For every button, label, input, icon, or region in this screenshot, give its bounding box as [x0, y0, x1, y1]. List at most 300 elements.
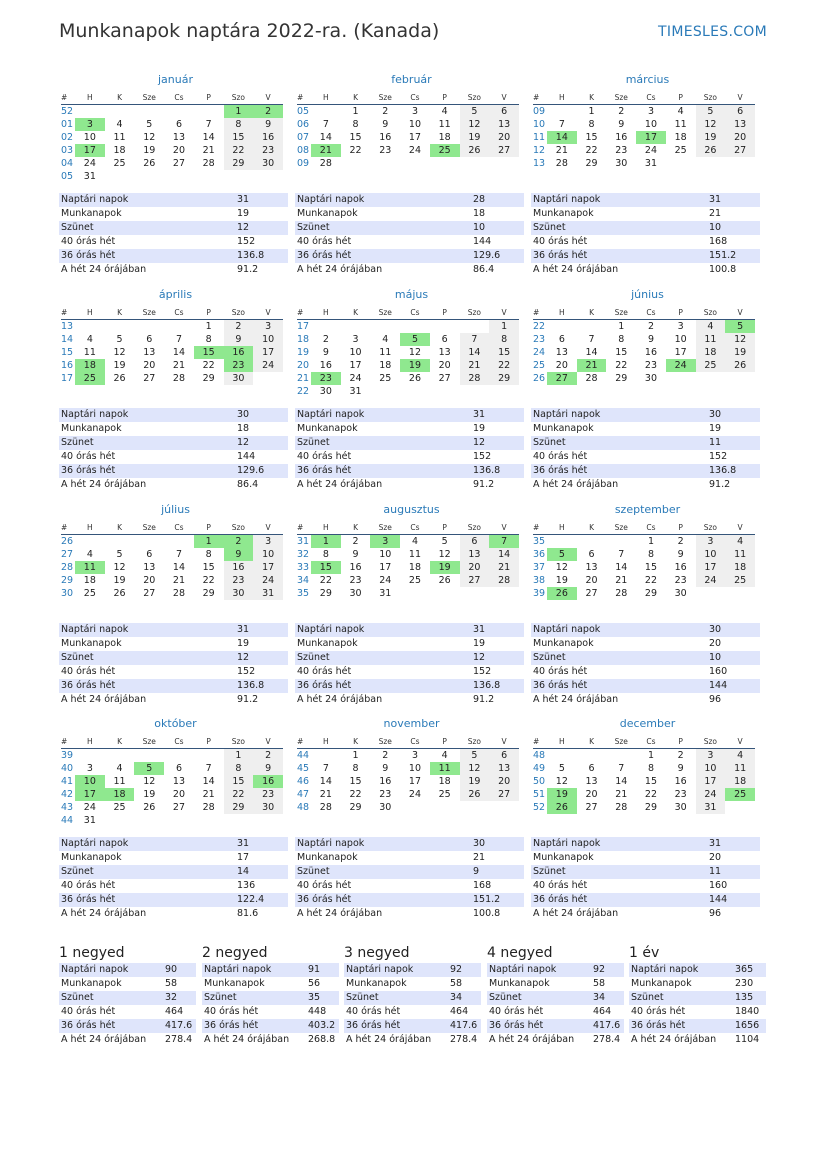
- week-number: 04: [61, 158, 74, 169]
- day-cell: 5: [460, 105, 490, 119]
- day-cell: 12: [555, 776, 568, 787]
- weekday-header: Sze: [134, 90, 164, 105]
- stat-label: A hét 24 órájában: [533, 908, 619, 919]
- stat-label: A hét 24 órájában: [297, 908, 383, 919]
- day-cell: 15: [615, 347, 628, 358]
- stat-value: 100.8: [709, 264, 737, 275]
- stat-value: 28: [473, 194, 486, 205]
- day-cell: 4: [725, 535, 755, 549]
- day-cell: [105, 320, 135, 334]
- week-row: [61, 105, 283, 119]
- stat-row: [59, 193, 288, 207]
- day-cell: 17: [349, 360, 362, 371]
- day-cell: 22: [202, 575, 215, 586]
- weekday-header: K: [341, 520, 371, 535]
- weekday-header: Szo: [696, 734, 726, 749]
- weekday-header: H: [311, 90, 341, 105]
- stat-value: 58: [165, 978, 178, 989]
- day-cell: 30: [253, 157, 283, 170]
- stat-row: [487, 991, 624, 1005]
- day-cell: 27: [143, 373, 156, 384]
- week-number: 23: [533, 334, 546, 345]
- weekday-header: Cs: [636, 734, 666, 749]
- day-cell: 9: [618, 119, 625, 130]
- stat-row: [531, 221, 760, 235]
- day-cell: 17: [253, 561, 283, 574]
- stat-label: Naptári napok: [61, 409, 129, 420]
- stat-label: 40 órás hét: [346, 1006, 401, 1017]
- month-table: [61, 520, 283, 600]
- stat-label: Munkanapok: [533, 423, 594, 434]
- stat-value: 96: [709, 694, 722, 705]
- weekday-header: Cs: [400, 734, 430, 749]
- day-cell: 21: [489, 561, 519, 574]
- day-cell: 28: [202, 158, 215, 169]
- day-cell: [577, 320, 607, 334]
- stat-label: 40 órás hét: [533, 880, 588, 891]
- day-cell: 29: [585, 158, 598, 169]
- stat-label: 40 órás hét: [533, 666, 588, 677]
- stat-label: A hét 24 órájában: [61, 908, 147, 919]
- day-cell: 5: [116, 549, 123, 560]
- day-cell: [430, 385, 460, 398]
- stat-value: 58: [450, 978, 463, 989]
- stat-value: 31: [237, 838, 250, 849]
- day-cell: [134, 320, 164, 334]
- week-row: [297, 372, 519, 385]
- stat-label: Naptári napok: [489, 964, 557, 975]
- stat-value: 30: [237, 409, 250, 420]
- stat-value: 1840: [735, 1006, 760, 1017]
- day-cell: 23: [674, 575, 687, 586]
- day-cell: [460, 385, 490, 398]
- week-row: [61, 762, 283, 775]
- day-cell: 14: [615, 562, 628, 573]
- stat-row: [295, 450, 524, 464]
- day-cell: [105, 814, 135, 827]
- stat-label: 36 órás hét: [533, 250, 588, 261]
- stat-value: 464: [450, 1006, 469, 1017]
- week-number: 01: [61, 119, 74, 130]
- stat-value: 136.8: [237, 250, 265, 261]
- day-cell: 5: [460, 749, 490, 763]
- day-cell: 12: [143, 776, 156, 787]
- stat-label: Szünet: [297, 652, 330, 663]
- day-cell: 26: [113, 588, 126, 599]
- day-cell: 13: [143, 347, 156, 358]
- day-cell: 22: [585, 145, 598, 156]
- day-cell: [547, 749, 577, 763]
- day-cell: [460, 320, 490, 334]
- stat-value: 11: [709, 866, 722, 877]
- day-cell: 7: [322, 763, 329, 774]
- day-cell: [577, 535, 607, 549]
- weekday-header: H: [75, 734, 105, 749]
- day-cell: 24: [349, 373, 362, 384]
- day-cell: 23: [224, 359, 254, 372]
- stat-label: 40 órás hét: [204, 1006, 259, 1017]
- day-cell: 1: [224, 749, 254, 763]
- week-row: [533, 372, 755, 385]
- stat-row: [295, 851, 524, 865]
- quarter-summary: [344, 943, 481, 1047]
- day-cell: 3: [75, 118, 105, 131]
- day-cell: 14: [319, 132, 332, 143]
- quarter-summary: [487, 943, 624, 1047]
- stat-row: [531, 907, 760, 921]
- day-cell: [400, 801, 430, 814]
- quarter-title: 4 negyed: [487, 945, 553, 961]
- day-cell: 14: [615, 776, 628, 787]
- stat-label: Szünet: [489, 992, 522, 1003]
- day-cell: [696, 157, 726, 170]
- day-cell: [725, 587, 755, 600]
- month-calendar: [297, 287, 526, 398]
- weekday-header: V: [725, 90, 755, 105]
- stat-label: 40 órás hét: [533, 236, 588, 247]
- day-cell: 22: [319, 575, 332, 586]
- stat-value: 19: [473, 638, 486, 649]
- day-cell: 16: [615, 132, 628, 143]
- day-cell: [341, 320, 371, 334]
- week-row: [61, 372, 283, 385]
- day-cell: [134, 170, 164, 183]
- stat-value: 152: [473, 451, 492, 462]
- day-cell: 7: [175, 334, 182, 345]
- day-cell: 20: [172, 145, 185, 156]
- stat-row: [202, 1033, 339, 1047]
- stat-row: [59, 249, 288, 263]
- day-cell: 21: [202, 789, 215, 800]
- stat-value: 12: [237, 652, 250, 663]
- stat-value: 18: [473, 208, 486, 219]
- day-cell: 29: [224, 801, 254, 814]
- day-cell: 19: [555, 575, 568, 586]
- stat-value: 10: [709, 652, 722, 663]
- weekday-header: #: [533, 734, 547, 749]
- day-cell: 14: [319, 776, 332, 787]
- weekday-header: Sze: [370, 90, 400, 105]
- month-calendar: [61, 287, 290, 385]
- day-cell: 11: [75, 561, 105, 574]
- weekday-header: P: [194, 734, 224, 749]
- stat-row: [629, 1033, 766, 1047]
- day-cell: 28: [460, 372, 490, 385]
- month-name: augusztus: [383, 503, 440, 516]
- stat-label: 36 órás hét: [61, 465, 116, 476]
- day-cell: 9: [382, 763, 389, 774]
- week-number: 31: [297, 536, 310, 547]
- stat-row: [487, 1033, 624, 1047]
- stat-label: Munkanapok: [489, 978, 550, 989]
- weekday-header: Sze: [370, 520, 400, 535]
- month-calendar: [533, 72, 762, 170]
- day-cell: [370, 320, 400, 334]
- weekday-header: Cs: [636, 90, 666, 105]
- quarter-title: 1 negyed: [59, 945, 125, 961]
- weekday-header: Sze: [606, 305, 636, 320]
- week-number: 29: [61, 575, 74, 586]
- week-number: 39: [533, 588, 546, 599]
- week-number: 17: [297, 321, 310, 332]
- month-table: [61, 305, 283, 385]
- day-cell: 5: [547, 548, 577, 561]
- day-cell: 23: [224, 574, 254, 587]
- day-cell: 18: [725, 775, 755, 788]
- week-number: 11: [533, 132, 546, 143]
- stat-row: [59, 693, 288, 707]
- day-cell: 24: [644, 145, 657, 156]
- stat-label: Szünet: [61, 222, 94, 233]
- day-cell: [164, 170, 194, 183]
- day-cell: 2: [677, 750, 684, 761]
- weekday-header: #: [297, 520, 311, 535]
- stat-value: 136.8: [473, 465, 501, 476]
- weekday-header: K: [341, 305, 371, 320]
- week-row: [297, 346, 519, 359]
- day-cell: 15: [644, 562, 657, 573]
- stat-row: [59, 879, 288, 893]
- day-cell: 17: [674, 347, 687, 358]
- day-cell: [224, 170, 254, 183]
- week-row: [61, 788, 283, 801]
- stat-row: [531, 422, 760, 436]
- week-number: 08: [297, 145, 310, 156]
- day-cell: [489, 587, 519, 600]
- day-cell: 21: [311, 144, 341, 157]
- stat-label: A hét 24 órájában: [297, 479, 383, 490]
- day-cell: 26: [725, 359, 755, 372]
- month-calendar: [61, 72, 290, 183]
- day-cell: 19: [460, 775, 490, 788]
- stat-value: 91: [308, 964, 321, 975]
- day-cell: 29: [202, 373, 215, 384]
- day-cell: 8: [647, 763, 654, 774]
- day-cell: 20: [725, 131, 755, 144]
- week-number: 24: [533, 347, 546, 358]
- stat-label: A hét 24 órájában: [533, 264, 619, 275]
- day-cell: 2: [647, 321, 654, 332]
- day-cell: [430, 157, 460, 170]
- day-cell: [164, 814, 194, 827]
- day-cell: 23: [379, 789, 392, 800]
- stat-value: 31: [473, 409, 486, 420]
- quarter-title: 3 negyed: [344, 945, 410, 961]
- day-cell: 1: [352, 750, 359, 761]
- day-cell: 8: [352, 119, 359, 130]
- day-cell: [311, 320, 341, 334]
- day-cell: [75, 535, 105, 549]
- day-cell: 28: [615, 588, 628, 599]
- stat-label: Naptári napok: [204, 964, 272, 975]
- stat-value: 168: [709, 236, 728, 247]
- day-cell: [105, 749, 135, 763]
- day-cell: 7: [618, 549, 625, 560]
- weekday-header: Szo: [696, 90, 726, 105]
- day-cell: 16: [349, 562, 362, 573]
- day-cell: 12: [460, 118, 490, 131]
- stat-value: 12: [473, 437, 486, 448]
- stat-value: 136.8: [237, 680, 265, 691]
- day-cell: 13: [460, 548, 490, 561]
- stat-label: Munkanapok: [297, 852, 358, 863]
- weekday-header: Szo: [460, 305, 490, 320]
- day-cell: 9: [352, 549, 359, 560]
- week-number: 20: [297, 360, 310, 371]
- day-cell: [725, 372, 755, 385]
- stat-row: [295, 478, 524, 492]
- weekday-header: H: [311, 305, 341, 320]
- stat-row: [59, 1033, 196, 1047]
- day-cell: 25: [75, 372, 105, 385]
- day-cell: [577, 749, 607, 763]
- weekday-header: H: [75, 90, 105, 105]
- month-table: [61, 734, 283, 827]
- weekday-header: K: [577, 305, 607, 320]
- day-cell: 30: [349, 588, 362, 599]
- stat-label: A hét 24 órájában: [61, 479, 147, 490]
- day-cell: 25: [438, 789, 451, 800]
- day-cell: 21: [615, 575, 628, 586]
- day-cell: 31: [379, 588, 392, 599]
- stat-label: 36 órás hét: [631, 1020, 686, 1031]
- day-cell: 25: [83, 588, 96, 599]
- brand-link[interactable]: TIMESLES.COM: [658, 24, 767, 40]
- stat-value: 1104: [735, 1034, 760, 1045]
- day-cell: 27: [725, 144, 755, 157]
- month-calendar: [533, 287, 762, 385]
- week-number: 12: [533, 145, 546, 156]
- stat-value: 136: [237, 880, 256, 891]
- stat-row: [344, 1005, 481, 1019]
- day-cell: 25: [113, 158, 126, 169]
- stat-row: [59, 221, 288, 235]
- weekday-header: V: [253, 520, 283, 535]
- day-cell: 6: [558, 334, 565, 345]
- stat-row: [531, 837, 760, 851]
- stat-value: 365: [735, 964, 754, 975]
- week-number: 30: [61, 588, 74, 599]
- stat-row: [59, 963, 196, 977]
- week-row: [297, 144, 519, 157]
- day-cell: 12: [438, 549, 451, 560]
- stat-label: 36 órás hét: [489, 1020, 544, 1031]
- stat-label: Naptári napok: [297, 838, 365, 849]
- week-number: 44: [297, 750, 310, 761]
- day-cell: 29: [644, 802, 657, 813]
- week-number: 47: [297, 789, 310, 800]
- stat-row: [59, 623, 288, 637]
- week-number: 32: [297, 549, 310, 560]
- day-cell: 27: [438, 373, 451, 384]
- week-row: [61, 346, 283, 359]
- weekday-header: Cs: [400, 90, 430, 105]
- day-cell: 31: [83, 171, 96, 182]
- day-cell: 26: [696, 144, 726, 157]
- day-cell: 15: [224, 775, 254, 788]
- day-cell: 6: [460, 535, 490, 549]
- stat-value: 278.4: [593, 1034, 621, 1045]
- stat-value: 135: [735, 992, 754, 1003]
- day-cell: 4: [441, 106, 448, 117]
- stat-value: 10: [709, 222, 722, 233]
- stat-value: 19: [237, 208, 250, 219]
- stat-row: [531, 193, 760, 207]
- stat-value: 31: [709, 194, 722, 205]
- stat-value: 12: [237, 437, 250, 448]
- stat-value: 9: [473, 866, 480, 877]
- day-cell: 27: [547, 372, 577, 385]
- month-name: október: [154, 717, 197, 730]
- stat-value: 96: [709, 908, 722, 919]
- day-cell: [164, 749, 194, 763]
- week-row: [533, 333, 755, 346]
- weekday-header: Cs: [636, 305, 666, 320]
- day-cell: 24: [253, 359, 283, 372]
- day-cell: 8: [489, 333, 519, 346]
- day-cell: [547, 320, 577, 334]
- day-cell: 20: [172, 789, 185, 800]
- day-cell: 22: [644, 575, 657, 586]
- weekday-header: V: [725, 520, 755, 535]
- day-cell: 17: [696, 775, 726, 788]
- stat-value: 19: [473, 423, 486, 434]
- day-cell: 27: [172, 158, 185, 169]
- week-number: 05: [297, 106, 310, 117]
- day-cell: 24: [83, 802, 96, 813]
- day-cell: 18: [408, 562, 421, 573]
- stat-label: Munkanapok: [297, 208, 358, 219]
- day-cell: 4: [411, 536, 418, 547]
- month-calendar: [297, 502, 526, 600]
- stat-row: [295, 436, 524, 450]
- day-cell: 21: [172, 575, 185, 586]
- day-cell: 5: [134, 762, 164, 775]
- stat-label: 40 órás hét: [61, 880, 116, 891]
- day-cell: 9: [382, 119, 389, 130]
- stat-label: 36 órás hét: [61, 1020, 116, 1031]
- month-table: [61, 90, 283, 183]
- weekday-header: K: [341, 734, 371, 749]
- day-cell: 21: [615, 789, 628, 800]
- day-cell: [194, 749, 224, 763]
- week-row: [61, 574, 283, 587]
- stat-value: 91.2: [473, 694, 495, 705]
- stat-label: Munkanapok: [533, 852, 594, 863]
- week-row: [533, 157, 755, 170]
- day-cell: [430, 801, 460, 814]
- day-cell: 30: [674, 802, 687, 813]
- page-title: Munkanapok naptára 2022-ra. (Kanada): [59, 20, 440, 42]
- week-row: [533, 775, 755, 788]
- day-cell: [370, 385, 400, 398]
- day-cell: 30: [224, 372, 254, 385]
- stat-label: 40 órás hét: [61, 1006, 116, 1017]
- stat-label: Szünet: [61, 437, 94, 448]
- day-cell: 11: [696, 333, 726, 346]
- month-stats: [295, 837, 524, 921]
- day-cell: 7: [175, 549, 182, 560]
- day-cell: 22: [489, 359, 519, 372]
- week-row: [533, 105, 755, 119]
- day-cell: [253, 372, 283, 385]
- stat-value: 10: [473, 222, 486, 233]
- stat-row: [59, 263, 288, 277]
- stat-row: [59, 422, 288, 436]
- weekday-header: #: [533, 520, 547, 535]
- day-cell: 1: [311, 535, 341, 549]
- day-cell: 4: [382, 334, 389, 345]
